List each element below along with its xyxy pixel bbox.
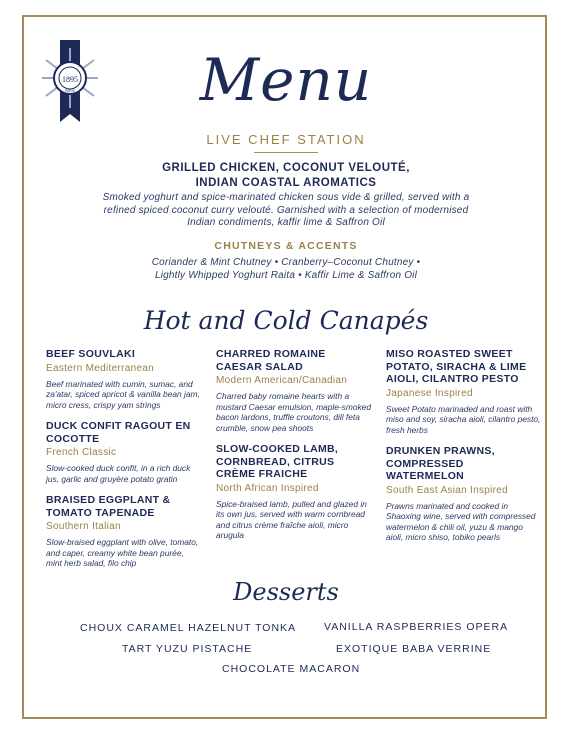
canapes-column-3 (386, 348, 541, 553)
chutneys-line1: Coriander & Mint Chutney • Cranberry–Coconut Chutney • (151, 257, 421, 268)
canape-title: BRAISED EGGPLANT & TOMATO TAPENADE (46, 494, 171, 519)
canape-item (216, 443, 371, 541)
live-chef-station-heading: LIVE CHEF STATION (206, 132, 366, 147)
chutneys-heading: CHUTNEYS & ACCENTS (214, 240, 358, 252)
canape-style: North African Inspired (216, 482, 319, 494)
canape-style: French Classic (46, 447, 117, 458)
canape-title: DRUNKEN PRAWNS, COMPRESSED WATERMELON (386, 445, 495, 482)
dessert-item: TART YUZU PISTACHE (122, 643, 253, 655)
canape-desc: Beef marinated with cumin, sumac, and za'atar, spiced apricot & vanilla bean jam, micro cress, crispy yam strings (46, 378, 200, 410)
desserts-heading: Desserts (233, 578, 339, 606)
canape-style: Eastern Mediterranean (46, 362, 155, 374)
svg-text:PARIS: PARIS (64, 89, 76, 93)
canape-title: DUCK CONFIT RAGOUT EN COCOTTE (46, 420, 191, 445)
live-dish-desc-line2: refined spiced coconut curry velouté. Garnished with a selection of modernised (103, 204, 469, 216)
canape-style: South East Asian Inspired (386, 484, 509, 496)
canape-title: BEEF SOUVLAKI (46, 348, 136, 360)
live-dish-title-line1: GRILLED CHICKEN, COCONUT VELOUTÉ, (162, 162, 410, 174)
canape-title: MISO ROASTED SWEET POTATO, SIRACHA & LIME AIOLI, CILANTRO PESTO (386, 348, 527, 385)
canape-desc: Spice-braised lamb, pulled and glazed in its own jus, served with warm cornbread and citrus crème fraîche aioli, micro arugula (216, 498, 367, 540)
canape-style: Modern American/Canadian (216, 375, 348, 386)
canapes-column-1 (46, 348, 201, 579)
menu-title: Menu (199, 46, 373, 114)
canape-desc: Charred baby romaine hearts with a mustard Caesar emulsion, maple-smoked bacon lardons, truffle croutons, dill feta crumble, snow pea shoots (216, 391, 371, 433)
live-dish-desc-line3: Indian condiments, kaffir lime & Saffron Oil (187, 217, 385, 228)
svg-text:1895: 1895 (62, 75, 78, 84)
live-dish-desc-line1: Smoked yoghurt and spice-marinated chicken sous vide & grilled, served with a (102, 192, 470, 203)
canape-desc: Slow-braised eggplant with olive, tomato, and caper, creamy white bean purée, mint herb salad, filo chip (46, 537, 199, 568)
canape-item (216, 348, 371, 433)
canape-desc: Sweet Potato marinaded and roast with miso and soy, siracha aioli, cilantro pesto, fresh herbs (386, 403, 541, 435)
canape-title: SLOW-COOKED LAMB, CORNBREAD, CITRUS CRÈME FRAICHE (216, 443, 339, 480)
canape-item (46, 348, 201, 410)
canape-item (386, 445, 541, 543)
canape-style: Southern Italian (46, 521, 121, 532)
canape-item (46, 420, 201, 484)
canapes-column-2 (216, 348, 371, 551)
canape-item (46, 494, 201, 569)
dessert-item: VANILLA RASPBERRIES OPERA (324, 621, 509, 633)
live-dish-title-line2: INDIAN COASTAL AROMATICS (195, 177, 377, 189)
canape-title: CHARRED ROMAINE CAESAR SALAD (216, 348, 326, 373)
canape-desc: Slow-cooked duck confit, in a rich duck jus, garlic and gruyère potato gratin (46, 463, 191, 484)
canape-desc: Prawns marinated and cooked in Shaoxing wine, served with compressed watermelon & chili oil, yuzu & mango aioli, micro shiso, tobiko pearls (386, 500, 536, 542)
chutneys-line2: Lightly Whipped Yoghurt Raita • Kaffir Lime & Saffron Oil (154, 270, 418, 281)
canapes-heading: Hot and Cold Canapés (143, 306, 429, 335)
dessert-item: EXOTIQUE BABA VERRINE (336, 643, 492, 655)
dessert-item: CHOUX CARAMEL HAZELNUT TONKA (80, 622, 297, 634)
canape-item (386, 348, 541, 435)
heading-divider (254, 152, 318, 153)
canape-style: Japanese Inspired (386, 387, 473, 399)
dessert-item: CHOCOLATE MACARON (222, 663, 361, 675)
